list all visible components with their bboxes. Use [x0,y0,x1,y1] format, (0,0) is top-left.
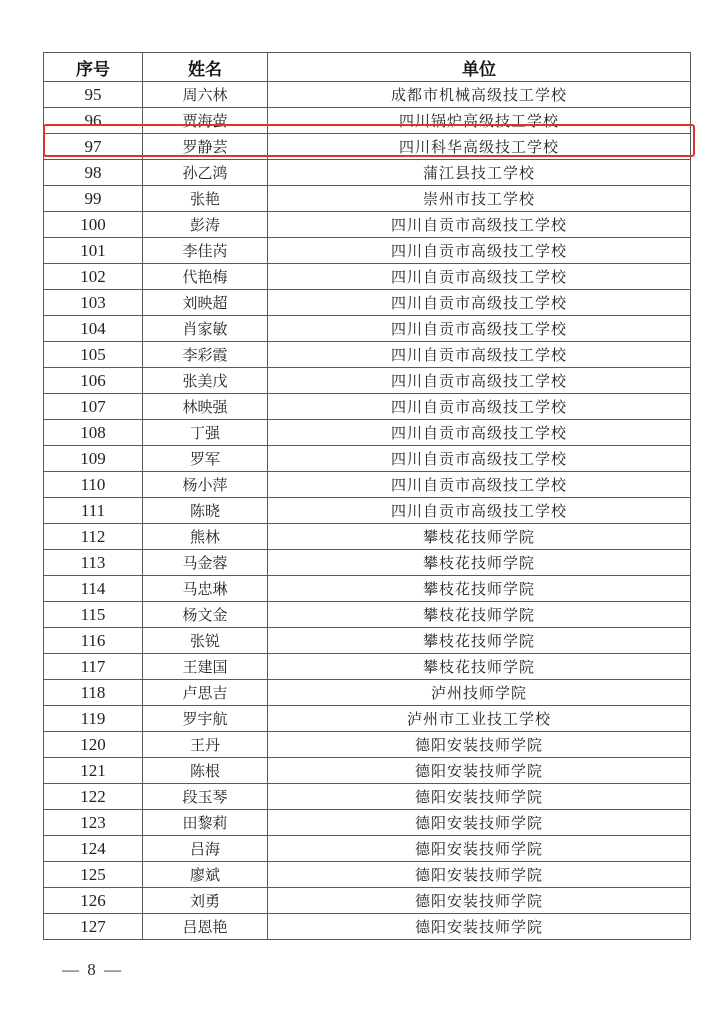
row-serial-number: 99 [44,186,143,212]
row-unit: 四川自贡市高级技工学校 [268,498,691,524]
row-serial-number: 103 [44,290,143,316]
table-row [44,238,691,264]
header-unit: 单位 [268,53,691,82]
row-name: 张锐 [143,628,268,654]
table-row [44,576,691,602]
row-serial-number: 112 [44,524,143,550]
row-unit: 攀枝花技师学院 [268,576,691,602]
table-row [44,264,691,290]
row-unit: 攀枝花技师学院 [268,628,691,654]
row-unit: 四川自贡市高级技工学校 [268,212,691,238]
row-unit: 四川自贡市高级技工学校 [268,420,691,446]
row-serial-number: 96 [44,108,143,134]
row-unit: 攀枝花技师学院 [268,550,691,576]
table-row [44,134,691,160]
table-row [44,524,691,550]
row-name: 马忠琳 [143,576,268,602]
row-unit: 德阳安装技师学院 [268,810,691,836]
row-serial-number: 97 [44,134,143,160]
row-name: 陈晓 [143,498,268,524]
row-unit: 攀枝花技师学院 [268,602,691,628]
table-row [44,914,691,940]
table-row [44,732,691,758]
row-serial-number: 111 [44,498,143,524]
row-unit: 四川自贡市高级技工学校 [268,394,691,420]
table-row [44,446,691,472]
roster-table-container [43,52,690,940]
table-row [44,836,691,862]
row-serial-number: 115 [44,602,143,628]
row-unit: 泸州市工业技工学校 [268,706,691,732]
row-name: 孙乙鸿 [143,160,268,186]
row-unit: 四川自贡市高级技工学校 [268,472,691,498]
row-serial-number: 116 [44,628,143,654]
row-unit: 德阳安装技师学院 [268,758,691,784]
table-row [44,654,691,680]
table-row [44,290,691,316]
header-name: 姓名 [143,53,268,82]
page-number: — 8 — [62,960,123,979]
row-serial-number: 118 [44,680,143,706]
table-row [44,420,691,446]
row-name: 罗军 [143,446,268,472]
table-row [44,394,691,420]
table-row [44,628,691,654]
table-row [44,602,691,628]
row-serial-number: 100 [44,212,143,238]
row-serial-number: 117 [44,654,143,680]
row-name: 段玉琴 [143,784,268,810]
row-serial-number: 110 [44,472,143,498]
row-serial-number: 114 [44,576,143,602]
row-name: 马金蓉 [143,550,268,576]
table-row [44,316,691,342]
row-name: 罗宇航 [143,706,268,732]
table-row [44,108,691,134]
row-serial-number: 119 [44,706,143,732]
row-name: 林映强 [143,394,268,420]
table-header-row [44,53,691,82]
table-row [44,784,691,810]
row-name: 田黎莉 [143,810,268,836]
table-row [44,680,691,706]
row-unit: 四川锅炉高级技工学校 [268,108,691,134]
row-name: 丁强 [143,420,268,446]
row-serial-number: 107 [44,394,143,420]
row-unit: 德阳安装技师学院 [268,862,691,888]
row-name: 陈根 [143,758,268,784]
table-row [44,862,691,888]
row-unit: 德阳安装技师学院 [268,732,691,758]
row-serial-number: 95 [44,82,143,108]
table-row [44,758,691,784]
table-row [44,342,691,368]
row-unit: 德阳安装技师学院 [268,888,691,914]
table-row [44,706,691,732]
row-unit: 成都市机械高级技工学校 [268,82,691,108]
row-serial-number: 98 [44,160,143,186]
row-name: 李佳芮 [143,238,268,264]
row-serial-number: 127 [44,914,143,940]
row-serial-number: 113 [44,550,143,576]
row-serial-number: 123 [44,810,143,836]
row-unit: 四川自贡市高级技工学校 [268,238,691,264]
row-name: 刘映超 [143,290,268,316]
table-row [44,810,691,836]
row-unit: 四川自贡市高级技工学校 [268,290,691,316]
row-serial-number: 108 [44,420,143,446]
row-serial-number: 104 [44,316,143,342]
table-row [44,472,691,498]
row-serial-number: 102 [44,264,143,290]
row-name: 刘勇 [143,888,268,914]
row-unit: 四川自贡市高级技工学校 [268,368,691,394]
row-unit: 攀枝花技师学院 [268,524,691,550]
row-name: 卢思吉 [143,680,268,706]
row-name: 王建国 [143,654,268,680]
table-row [44,550,691,576]
row-name: 吕海 [143,836,268,862]
table-row [44,212,691,238]
row-name: 杨小萍 [143,472,268,498]
row-name: 肖家敏 [143,316,268,342]
table-row [44,160,691,186]
row-serial-number: 101 [44,238,143,264]
row-name: 熊林 [143,524,268,550]
row-serial-number: 126 [44,888,143,914]
row-name: 周六林 [143,82,268,108]
row-name: 吕恩艳 [143,914,268,940]
row-unit: 泸州技师学院 [268,680,691,706]
row-unit: 四川自贡市高级技工学校 [268,264,691,290]
row-name: 罗静芸 [143,134,268,160]
table-row [44,186,691,212]
roster-table [43,52,691,940]
table-body [44,82,691,940]
row-serial-number: 120 [44,732,143,758]
table-row [44,498,691,524]
row-name: 彭涛 [143,212,268,238]
row-unit: 德阳安装技师学院 [268,914,691,940]
row-serial-number: 106 [44,368,143,394]
row-unit: 崇州市技工学校 [268,186,691,212]
row-name: 杨文金 [143,602,268,628]
row-serial-number: 124 [44,836,143,862]
row-name: 代艳梅 [143,264,268,290]
row-name: 李彩霞 [143,342,268,368]
row-name: 王丹 [143,732,268,758]
row-unit: 德阳安装技师学院 [268,784,691,810]
row-serial-number: 121 [44,758,143,784]
row-unit: 四川自贡市高级技工学校 [268,316,691,342]
row-name: 贾海萤 [143,108,268,134]
row-name: 廖斌 [143,862,268,888]
row-serial-number: 125 [44,862,143,888]
row-serial-number: 109 [44,446,143,472]
row-unit: 四川自贡市高级技工学校 [268,342,691,368]
row-unit: 四川自贡市高级技工学校 [268,446,691,472]
row-unit: 四川科华高级技工学校 [268,134,691,160]
table-row [44,368,691,394]
row-unit: 攀枝花技师学院 [268,654,691,680]
row-serial-number: 122 [44,784,143,810]
row-unit: 蒲江县技工学校 [268,160,691,186]
table-row [44,888,691,914]
row-unit: 德阳安装技师学院 [268,836,691,862]
row-name: 张艳 [143,186,268,212]
table-row [44,82,691,108]
row-name: 张美戊 [143,368,268,394]
row-serial-number: 105 [44,342,143,368]
header-serial-number: 序号 [44,53,143,82]
